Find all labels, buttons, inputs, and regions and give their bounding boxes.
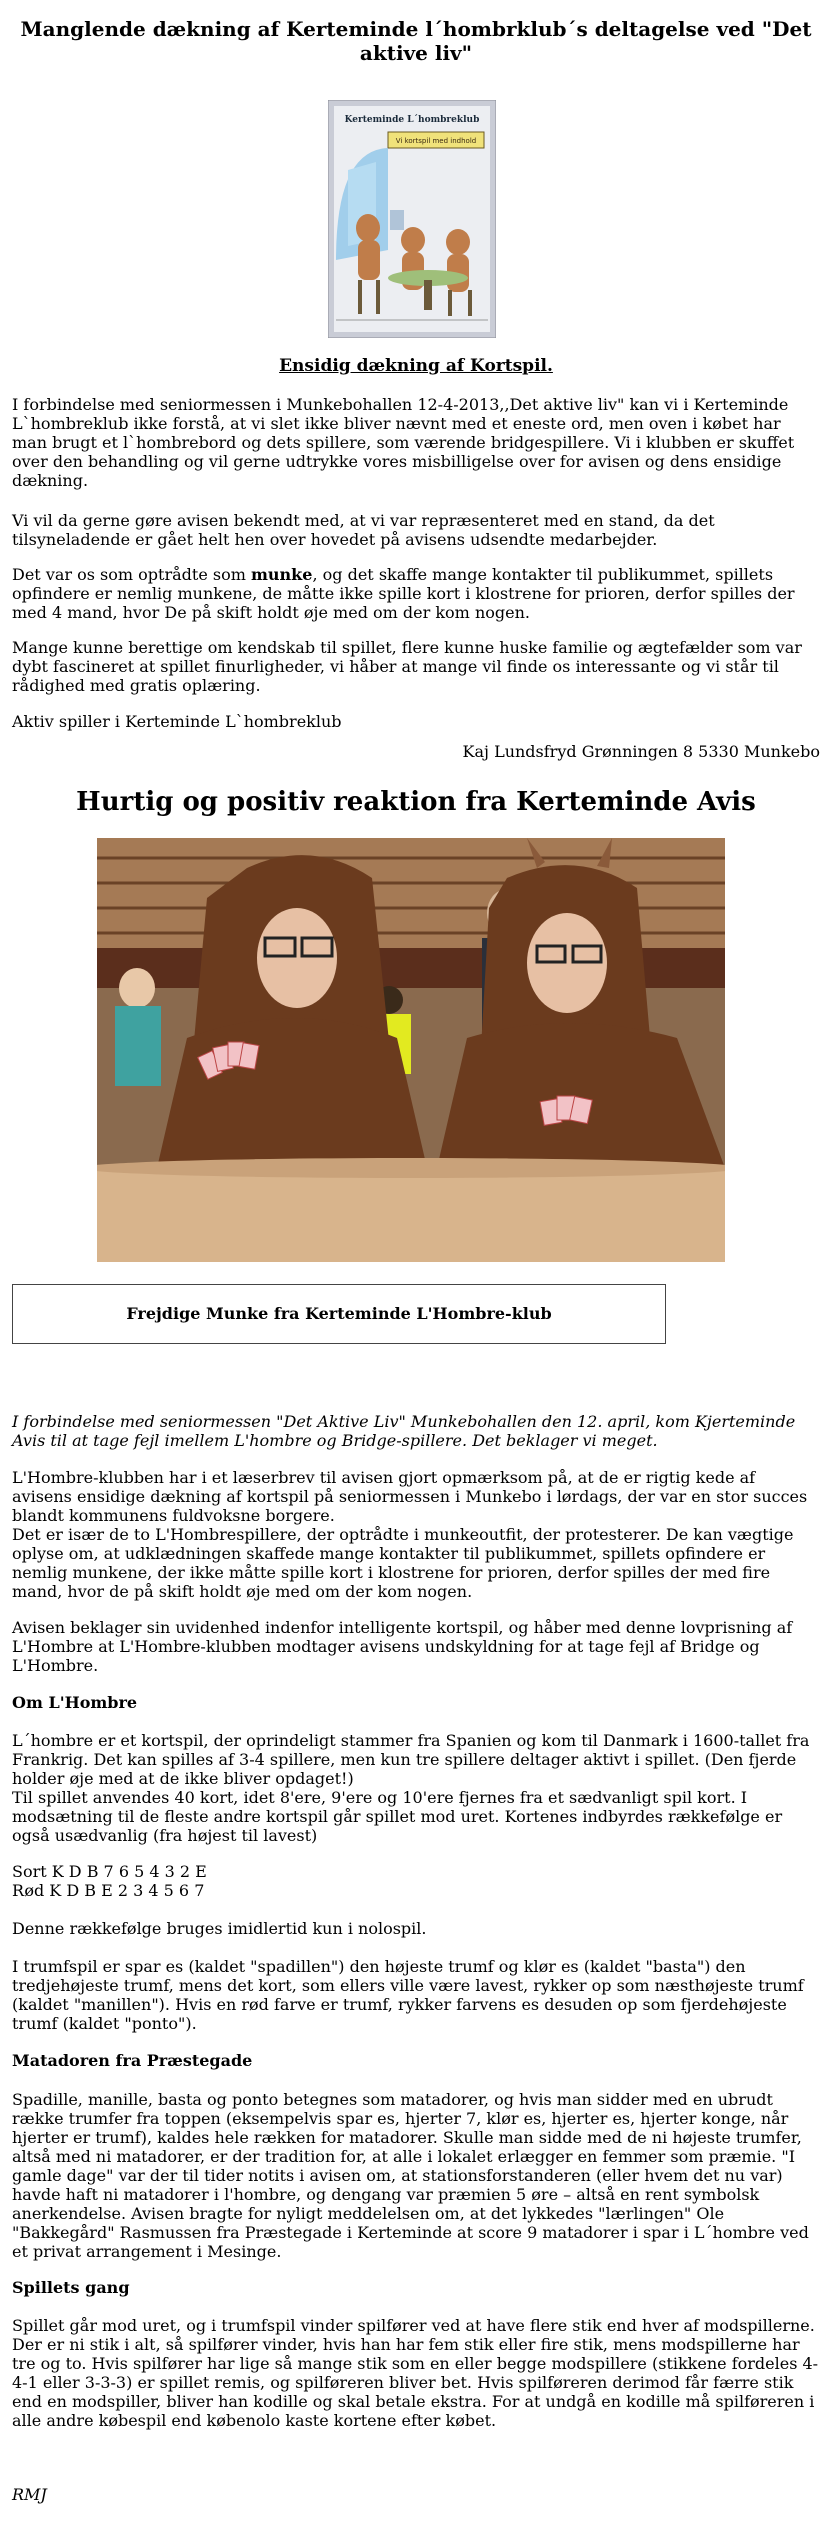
letter-paragraph-4: Mange kunne berettige om kendskab til spillet, flere kunne huske familie og ægtefælder som var dybt fascineret at spillet finurligheder, vi håber at mange vil finde os interessante og vi står til rådighed med gratis oplæring. — [12, 638, 802, 695]
response-paragraph-6: Spadille, manille, basta og ponto betegnes som matadorer, og hvis man sidder med en ubrudt række trumfer fra toppen (eksempelvis spar es, hjerter 7, klør es, hjerter es, hjerter konge, når hjerter er trumf), kaldes hele rækken for matadorer. Skulle man sidde med de ni højeste trumfer, altså med ni matadorer, er der tradition for, at alle i lokalet erlægger en femmer som præmie. "I gamle dage" var der til tider notits i avisen om, at stationsforstanderen (eller hvem det nu var) havde haft ni matadorer i l'hombre, og dengang var præmien 5 øre – altså en rent symbolsk anerkendelse. Avisen bragte for nyligt meddelelsen om, at det lykkedes "lærlingen" Ole "Bakkegård" Rasmussen fra Præstegade i Kerteminde at score 9 matadorer i spar i L´hombre ved et privat arrangement i Mesinge. — [12, 2090, 809, 2261]
poster-banner: Vi kortspil med indhold — [395, 137, 477, 145]
response-paragraph-4: Denne rækkefølge bruges imidlertid kun i nolospil. — [12, 1919, 427, 1938]
response-paragraph-1: L'Hombre-klubben har i et læserbrev til avisen gjort opmærksom på, at de er rigtig kede af avisens ensidige dækning af kortspil på seniormessen i Munkebo i lørdags, der var en stor succes blandt kommunens fuldvoksne borgere. Det er især de to L'Hombrespillere, der optrådte i munkeoutfit, der protesterer. De kan vægtige oplyse om, at udklædningen skaffede mange kontakter til publikummet, spillets opfindere er nemlig munkene, der ikke måtte spille kort i klostrene for prioren, derfor spilles der med fire mand, hvor de på skift holdt øje med om der kom nogen. — [12, 1468, 808, 1601]
letter-subheading: Ensidig dækning af Kortspil. — [279, 356, 553, 376]
section-heading-spillets-gang: Spillets gang — [12, 2278, 130, 2297]
section-heading-om-lhombre: Om L'Hombre — [12, 1693, 138, 1712]
letter-paragraph-2: Vi vil da gerne gøre avisen bekendt med, at vi var repræsenteret med en stand, da det tilsyneladende er gået helt hen over hovedet på avisens udsendte medarbejder. — [12, 511, 715, 549]
response-heading: Hurtig og positiv reaktion fra Kerteminde Avis — [76, 787, 756, 817]
card-order-rod: Rød K D B E 2 3 4 5 6 7 — [12, 1881, 205, 1900]
article-page — [12, 0, 820, 2504]
response-intro: I forbindelse med seniormessen "Det Aktive Liv" Munkebohallen den 12. april, kom Kjerteminde Avis til at tage fejl imellem L'hombre og Bridge-spillere. Det beklager vi meget. — [12, 1412, 796, 1450]
monks-photo — [97, 838, 725, 1262]
letter-paragraph-1: I forbindelse med seniormessen i Munkebohallen 12-4-2013,,Det aktive liv" kan vi i Kerteminde L`hombreklub ikke forstå, at vi slet ikke bliver nævnt med et eneste ord, men oven i købet har man brugt et l`hombrebord og dets spillere, som værende bridgespillere. Vi i klubben er skuffet over den behandling og vil gerne udtrykke vores misbilligelse over for avisen og dens ensidige dækning. — [12, 395, 795, 490]
photo-caption-box — [12, 1284, 666, 1344]
response-paragraph-7: Spillet går mod uret, og i trumfspil vinder spilfører ved at have flere stik end hver af modspillerne. Der er ni stik i alt, så spilfører vinder, hvis han har fem stik eller fire stik, mens modspillerne har tre og to. Hvis spilfører har lige så mange stik som en eller begge modspillere (stikkene fordeles 4-4-1 eller 3-3-3) er spillet remis, og spilføreren bliver bet. Hvis spilføreren derimod får færre stik end en modspiller, bliver han kodille og skal betale ekstra. For at undgå en kodille må spilføreren i alle andre købespil end købenolo kaste kortene efter købet. — [12, 2316, 819, 2430]
section-heading-matadoren: Matadoren fra Præstegade — [12, 2051, 253, 2070]
letter-signature: Kaj Lundsfryd Grønningen 8 5330 Munkebo — [462, 742, 820, 761]
letter-paragraph-3: Det var os som optrådte som munke, og det skaffe mange kontakter til publikummet, spillets opfindere er nemlig munkene, de måtte ikke spille kort i klostrene for prioren, derfor spilles der med 4 mand, hvor De på skift holdt øje med om der kom nogen. — [12, 565, 795, 622]
card-order-list — [12, 1862, 820, 1900]
poster-heading: Kerteminde L´hombreklub — [344, 115, 480, 125]
card-order-sort: Sort K D B 7 6 5 4 3 2 E — [12, 1862, 207, 1881]
author-initials: RMJ — [12, 2485, 47, 2504]
response-paragraph-3: L´hombre er et kortspil, der oprindeligt stammer fra Spanien og kom til Danmark i 1600-tallet fra Frankrig. Det kan spilles af 3-4 spillere, men kun tre spillere deltager aktivt i spillet. (Den fjerde holder øje med at de ikke bliver opdaget!) Til spillet anvendes 40 kort, idet 8'ere, 9'ere og 10'ere fjernes fra et sædvanligt spil kort. I modsætning til de fleste andre kortspil går spillet mod uret. Kortenes indbyrdes rækkefølge er også usædvanlig (fra højest til lavest) — [12, 1731, 810, 1845]
letter-closing: Aktiv spiller i Kerteminde L`hombreklub — [12, 712, 342, 731]
response-paragraph-2: Avisen beklager sin uvidenhed indenfor intelligente kortspil, og håber med denne lovprisning af L'Hombre at L'Hombre-klubben modtager avisens undskyldning for at tage fejl af Bridge og L'Hombre. — [12, 1618, 793, 1675]
response-paragraph-5: I trumfspil er spar es (kaldet "spadillen") den højeste trumf og klør es (kaldet "basta") den tredjehøjeste trumf, mens det kort, som ellers ville være lavest, rykker op som næsthøjeste trumf (kaldet "manillen"). Hvis en rød farve er trumf, rykker farvens es desuden op som fjerdehøjeste trumf (kaldet "ponto"). — [12, 1957, 804, 2033]
club-poster-image — [328, 100, 496, 338]
page-title: Manglende dækning af Kerteminde l´hombrklub´s deltagelse ved "Det aktive liv" — [20, 17, 812, 65]
photo-caption: Frejdige Munke fra Kerteminde L'Hombre-klub — [126, 1304, 552, 1323]
